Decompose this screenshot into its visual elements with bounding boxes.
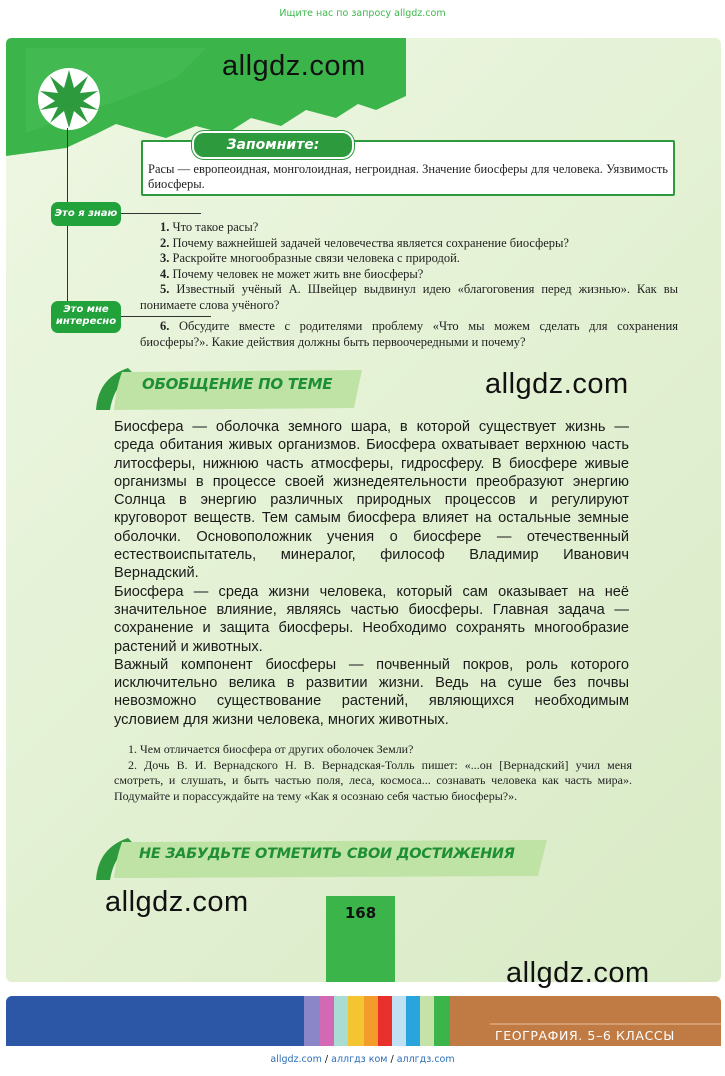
- summary-title: ОБОБЩЕНИЕ ПО ТЕМЕ: [142, 375, 333, 393]
- questions-list: [140, 220, 678, 350]
- bottom-link[interactable]: allgdz.com: [270, 1054, 322, 1065]
- question-item: 5. Известный учёный А. Швейцер выдвинул идею «благоговения перед жизнью». Как вы понимаете слова учёного?: [140, 282, 678, 312]
- watermark: allgdz.com: [506, 957, 650, 989]
- summary-questions: [114, 742, 632, 804]
- separator: /: [390, 1054, 394, 1065]
- watermark: allgdz.com: [105, 886, 249, 918]
- star-icon: [36, 66, 102, 132]
- watermark: allgdz.com: [485, 368, 629, 400]
- summary-paragraph: Биосфера — оболочка земного шара, в которой существует жизнь — среда обитания живых организмов. Биосфера охватывает верхнюю часть литосферы, нижнюю часть атмосферы, гидросферу. В биосфере живые организмы в процессе своей жизнедеятельности преобразуют энергию Солнца в энергию различных природных процессов и регулируют круговорот веществ. Тем самым биосфера влияет на остальные земные оболочки. Основоположник учения о биосфере — отечественный естествоиспытатель, минералог, философ Владимир Иванович Вернадский.: [114, 419, 629, 582]
- remember-text: Расы — европеоидная, монголоидная, негроидная. Значение биосферы для человека. Уязвимость биосферы.: [148, 162, 668, 191]
- page-number: 168: [326, 896, 395, 982]
- summary-paragraph: Биосфера — среда жизни человека, который сам оказывает на неё значительное влияние, являясь частью биосферы. Главная задача — сохранение и защита биосферы. Необходимо сохранять многообразие растений и животных.: [114, 583, 629, 655]
- question-item: 1. Что такое расы?: [160, 220, 259, 234]
- question-item: 2. Почему важнейшей задачей человечества является сохранение биосферы?: [160, 235, 569, 250]
- bottom-links: [0, 1054, 725, 1065]
- tag-i-know: [51, 202, 121, 226]
- summary-question: 1. Чем отличается биосфера от других оболочек Земли?: [128, 742, 414, 756]
- bottom-link[interactable]: аллгдз.com: [396, 1054, 455, 1065]
- summary-body: [114, 418, 629, 729]
- summary-question: 2. Дочь В. И. Вернадского Н. В. Вернадская-Толль пишет: «...он [Вернадский] учил меня смотреть, и слушать, и быть частью поля, леса, космоса... сознавать человека как часть мира». Подумайте и порассуждайте на тему «Как я осознаю себя частью биосферы?».: [114, 757, 632, 803]
- question-item: 6. Обсудите вместе с родителями проблему «Что мы можем сделать для сохранения биосферы?». Какие действия должны быть первоочередными и почему?: [140, 319, 679, 349]
- question-item: 4. Почему человек не может жить вне биосферы?: [160, 266, 424, 281]
- footer-title: ГЕОГРАФИЯ. 5–6 КЛАССЫ: [495, 1028, 675, 1043]
- watermark: allgdz.com: [222, 50, 366, 82]
- summary-paragraph: Важный компонент биосферы — почвенный покров, роль которого исключительно велика в развитии жизни. Ведь на суше без почвы невозможно существование растений, являющихся необходимым условием для жизни человека, многих животных.: [114, 656, 629, 728]
- question-item: 3. Раскройте многообразные связи человека с природой.: [160, 251, 460, 265]
- achievements-title: НЕ ЗАБУДЬТЕ ОТМЕТИТЬ СВОИ ДОСТИЖЕНИЯ: [139, 846, 515, 862]
- tag-interesting: [51, 301, 121, 333]
- top-search-hint[interactable]: Ищите нас по запросу allgdz.com: [279, 8, 446, 19]
- tag-interesting-line2: интересно: [55, 316, 117, 327]
- tag-interesting-line1: Это мне: [63, 304, 109, 315]
- remember-label: Запомните:: [192, 131, 354, 159]
- tag-i-know-line: [121, 213, 201, 214]
- separator: /: [324, 1054, 329, 1065]
- tag-i-know-label: Это я знаю: [54, 208, 118, 219]
- bottom-link[interactable]: аллгдз ком: [331, 1054, 388, 1065]
